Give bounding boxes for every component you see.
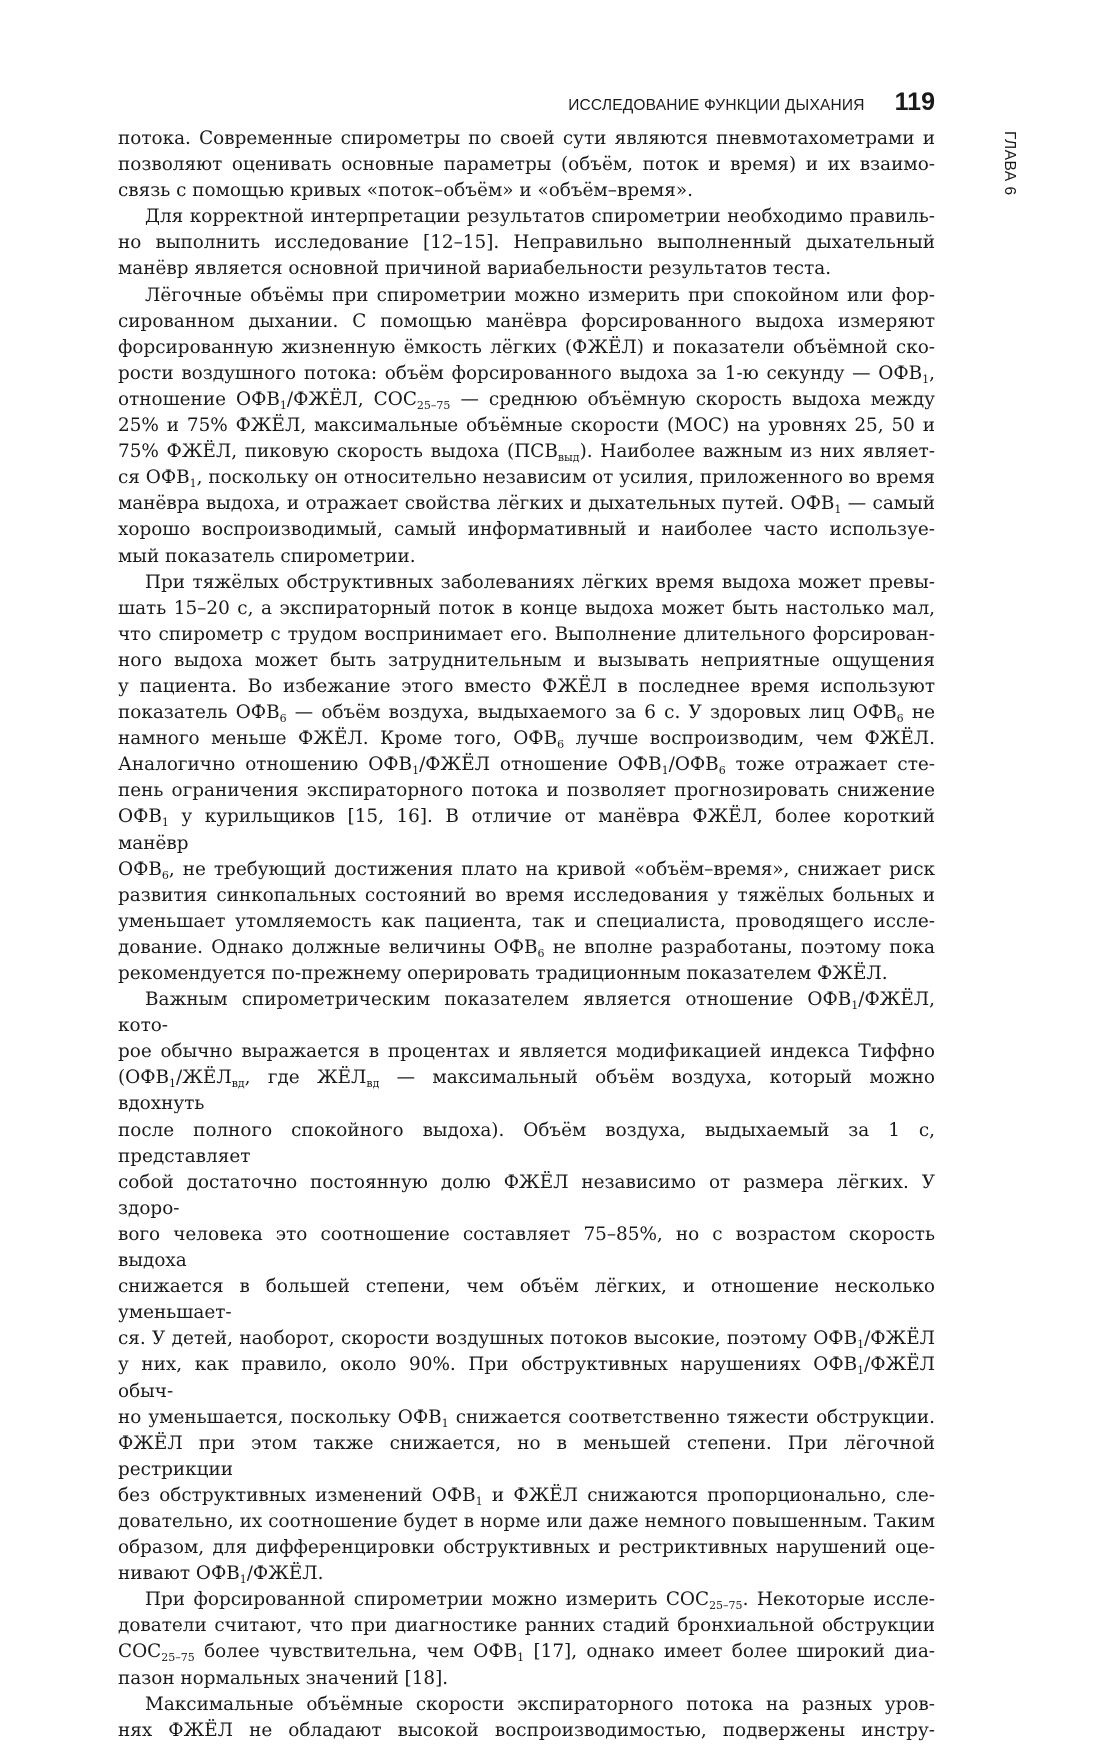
text-line: Аналогично отношению $ОФВ_1$/ФЖЁЛ отношение $ОФВ_1/ОФВ_6$ тоже отражает сте- xyxy=(118,754,936,778)
paragraph xyxy=(118,987,935,1587)
text-line: образом, для дифференцировки обструктивных и рестриктивных нарушений оце- xyxy=(118,1537,935,1559)
text-line: При тяжёлых обструктивных заболеваниях лёгких время выдоха может превы- xyxy=(145,571,935,593)
text-line: после полного спокойного выдоха). Объём воздуха, выдыхаемый за 1 с, представляет xyxy=(118,1119,935,1167)
text-line: Важным спирометрическим показателем является отношение $ОФВ_1$/ФЖЁЛ, кото- xyxy=(118,989,935,1037)
chapter-tab: ГЛАВА 6 xyxy=(1001,131,1018,196)
text-line: потока. Современные спирометры по своей сути являются пневмотахометрами и xyxy=(118,128,935,149)
text-line: собой достаточно постоянную долю ФЖЁЛ независимо от размера лёгких. У здоро- xyxy=(118,1171,935,1219)
text-line: ($ОФВ_1/ЖЁЛ_{вд}$, где $ЖЁЛ_{вд}$ — максимальный объём воздуха, который можно вдохнуть xyxy=(118,1067,935,1115)
text-line: Лёгочные объёмы при спирометрии можно измерить при спокойном или фор- xyxy=(145,284,935,306)
text-line: 25% и 75% ФЖЁЛ, максимальные объёмные скорости (МОС) на уровнях 25, 50 и xyxy=(118,415,935,437)
text-line: 75% ФЖЁЛ, пиковую скорость выдоха $(ПСВ_{выд})$. Наиболее важным из них являет- xyxy=(118,441,935,465)
text-line: $ОФВ_1$ у курильщиков [15, 16]. В отличие от манёвра ФЖЁЛ, более короткий манёвр xyxy=(118,806,935,854)
text-line: без обструктивных изменений $ОФВ_1$ и ФЖЁЛ снижаются пропорционально, сле- xyxy=(118,1484,935,1508)
text-line: пень ограничения экспираторного потока и позволяет прогнозировать снижение xyxy=(118,780,935,802)
text-line: дование. Однако должные величины $ОФВ_6$ не вполне разработаны, поэтому пока xyxy=(118,936,935,960)
text-line: манёвра выдоха, и отражает свойства лёгких и дыхательных путей. $ОФВ_1$ — самый xyxy=(118,493,935,517)
text-line: связь с помощью кривых «поток–объём» и «объём–время». xyxy=(118,180,693,202)
text-line: у пациента. Во избежание этого вместо ФЖЁЛ в последнее время используют xyxy=(118,675,935,697)
paragraph xyxy=(118,204,935,282)
text-line: пазон нормальных значений [18]. xyxy=(118,1667,449,1689)
paragraph xyxy=(118,570,935,988)
text-line: что спирометр с трудом воспринимает его. Выполнение длительного форсирован- xyxy=(118,623,935,645)
text-line: но выполнить исследование [12–15]. Неправильно выполненный дыхательный xyxy=(118,232,935,254)
paragraph xyxy=(118,283,935,570)
text-line: Максимальные объёмные скорости экспираторного потока на разных уров- xyxy=(145,1693,935,1715)
text-line: но уменьшается, поскольку $ОФВ_1$ снижается соответственно тяжести обструкции. xyxy=(118,1406,935,1430)
page-number: 119 xyxy=(894,88,935,116)
text-line: сированном дыхании. С помощью манёвра форсированного выдоха измеряют xyxy=(118,310,935,332)
text-line: мый показатель спирометрии. xyxy=(118,545,416,567)
text-line: $СОС_{25-75}$ более чувствительна, чем $ОФВ_1$ [17], однако имеет более широкий диа- xyxy=(118,1641,935,1665)
text-line: снижается в большей степени, чем объём лёгких, и отношение несколько уменьшает- xyxy=(118,1276,935,1324)
text-line: дователи считают, что при диагностике ранних стадий бронхиальной обструкции xyxy=(118,1615,935,1637)
text-line: ся. У детей, наоборот, скорости воздушных потоков высокие, поэтому $ОФВ_1$/ФЖЁЛ xyxy=(118,1328,935,1352)
text-line: у них, как правило, около 90%. При обструктивных нарушениях $ОФВ_1$/ФЖЁЛ обыч- xyxy=(118,1354,935,1402)
text-line: нивают $ОФВ_1$/ФЖЁЛ. xyxy=(118,1563,324,1587)
text-line: $ОФВ_6$, не требующий достижения плато на кривой «объём–время», снижает риск xyxy=(118,858,935,882)
text-line: развития синкопальных состояний во время исследования у тяжёлых больных и xyxy=(118,884,935,906)
text-line: форсированную жизненную ёмкость лёгких (ФЖЁЛ) и показатели объёмной ско- xyxy=(118,336,935,358)
paragraph xyxy=(118,1587,935,1691)
text-line: шать 15–20 с, а экспираторный поток в конце выдоха может быть настолько мал, xyxy=(118,597,935,619)
text-line: намного меньше ФЖЁЛ. Кроме того, $ОФВ_6$ лучше воспроизводим, чем ФЖЁЛ. xyxy=(118,728,935,752)
text-line: ся $ОФВ_1$, поскольку он относительно независим от усилия, приложенного во время xyxy=(118,467,936,491)
text-line: отношение $ОФВ_1$/ФЖЁЛ, $СОС_{25-75}$ — среднюю объёмную скорость выдоха между xyxy=(118,388,935,412)
text-line: манёвр является основной причиной вариабельности результатов теста. xyxy=(118,258,832,280)
text-line: вого человека это соотношение составляет 75–85%, но с возрастом скорость выдоха xyxy=(118,1223,935,1272)
text-line: При форсированной спирометрии можно измерить $СОС_{25-75}$. Некоторые иссле- xyxy=(145,1589,936,1613)
text-line: довательно, их соотношение будет в норме или даже немного повышенным. Таким xyxy=(118,1510,935,1532)
running-title: ИССЛЕДОВАНИЕ ФУНКЦИИ ДЫХАНИЯ xyxy=(568,97,865,114)
text-line: показатель $ОФВ_6$ — объём воздуха, выдыхаемого за 6 с. У здоровых лиц $ОФВ_6$ не xyxy=(118,702,935,726)
paragraph xyxy=(118,1692,935,1744)
text-line: нях ФЖЁЛ не обладают высокой воспроизводимостью, подвержены инстру- xyxy=(118,1719,935,1741)
body-text xyxy=(118,126,935,1744)
text-line: хорошо воспроизводимый, самый информативный и наиболее часто используе- xyxy=(118,519,935,541)
text-line: уменьшает утомляемость как пациента, так и специалиста, проводящего иссле- xyxy=(118,910,935,932)
text-line: ФЖЁЛ при этом также снижается, но в меньшей степени. При лёгочной рестрикции xyxy=(118,1432,935,1480)
text-line: рекомендуется по-прежнему оперировать традиционным показателем ФЖЁЛ. xyxy=(118,963,888,984)
text-line: рости воздушного потока: объём форсированного выдоха за 1-ю секунду — $ОФВ_1$, xyxy=(118,362,935,386)
text-line: рое обычно выражается в процентах и является модификацией индекса Тиффно xyxy=(118,1041,935,1063)
text-line: позволяют оценивать основные параметры (объём, поток и время) и их взаимо- xyxy=(118,154,935,176)
paragraph xyxy=(118,126,935,204)
running-header xyxy=(118,88,935,118)
text-line: ного выдоха может быть затруднительным и вызывать неприятные ощущения xyxy=(118,649,935,671)
text-line: Для корректной интерпретации результатов спирометрии необходимо правиль- xyxy=(145,206,935,228)
